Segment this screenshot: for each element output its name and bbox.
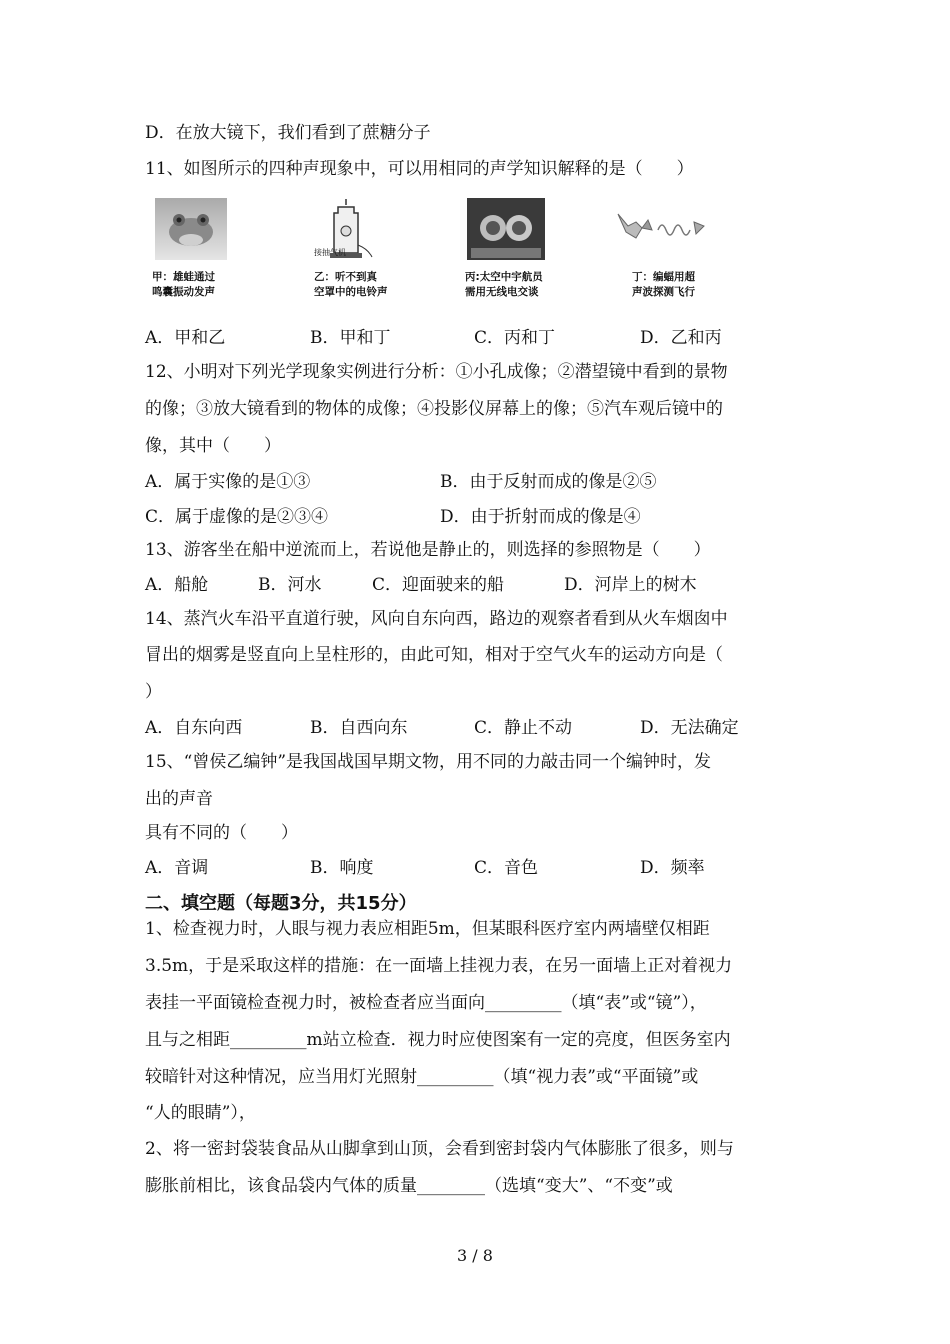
figure-bat-caption: 丁：编蝠用超 声波探测飞行 — [632, 271, 695, 298]
figure-astronauts — [467, 198, 597, 260]
q14-option-b: B．自西向东 — [310, 718, 408, 738]
fill-1-line6: “人的眼睛”）， — [145, 1103, 256, 1123]
q12-option-d: D．由于折射而成的像是④ — [440, 507, 641, 527]
fill-1-line5: 较暗针对这种情况，应当用灯光照射_________（填“视力表”或“平面镜”或 — [145, 1067, 699, 1087]
figure-bell-jar-caption: 乙：听不到真 空罩中的电铃声 — [314, 271, 388, 298]
fill-1-line2: 3.5m，于是采取这样的措施：在一面墙上挂视力表，在另一面墙上正对着视力 — [145, 956, 733, 976]
q15-option-d: D．频率 — [640, 858, 705, 878]
q12-option-c: C．属于虚像的是②③④ — [145, 507, 329, 527]
section-2-heading: 二、填空题（每题3分，共15分） — [145, 893, 417, 914]
q15-option-b: B．响度 — [310, 858, 374, 878]
question-15-line3: 具有不同的（ ） — [145, 823, 298, 843]
q11-option-b: B．甲和丁 — [310, 328, 391, 348]
q14-option-d: D．无法确定 — [640, 718, 739, 738]
figure-frog-caption: 甲：雄蛙通过 鸣囊振动发声 — [152, 271, 215, 298]
q11-option-c: C．丙和丁 — [474, 328, 556, 348]
question-15-line1: 15、“曾侯乙编钟”是我国战国早期文物，用不同的力敲击同一个编钟时，发 — [145, 752, 712, 772]
q13-option-d: D．河岸上的树木 — [564, 575, 697, 595]
q12-option-b: B．由于反射而成的像是②⑤ — [440, 472, 657, 492]
q10-option-d: D．在放大镜下，我们看到了蔗糖分子 — [145, 123, 431, 143]
question-15-line2: 出的声音 — [145, 789, 213, 809]
q11-option-d: D．乙和丙 — [640, 328, 722, 348]
figure-frog — [155, 198, 285, 260]
question-11: 11、如图所示的四种声现象中，可以用相同的声学知识解释的是（ ） — [145, 159, 694, 179]
fill-1-line3: 表挂一平面镜检查视力时，被检查者应当面向_________（填“表”或“镜”）， — [145, 993, 707, 1013]
fill-2-line2: 膨胀前相比，该食品袋内气体的质量________（选填“变大”、“不变”或 — [145, 1176, 673, 1196]
question-12-line1: 12、小明对下列光学现象实例进行分析：①小孔成像；②潜望镜中看到的景物 — [145, 362, 728, 382]
question-12-line2: 的像；③放大镜看到的物体的成像；④投影仪屏幕上的像；⑤汽车观后镜中的 — [145, 399, 723, 419]
q13-option-a: A．船舱 — [145, 575, 209, 595]
page-number: 3 / 8 — [457, 1246, 493, 1265]
fill-1-line1: 1、检查视力时，人眼与视力表应相距5m，但某眼科医疗室内两墙壁仅相距 — [145, 919, 710, 939]
q12-option-a: A．属于实像的是①③ — [145, 472, 311, 492]
question-13: 13、游客坐在船中逆流而上，若说他是静止的，则选择的参照物是（ ） — [145, 540, 711, 560]
fill-2-line1: 2、将一密封袋装食品从山脚拿到山顶，会看到密封袋内气体膨胀了很多，则与 — [145, 1139, 734, 1159]
question-14-line3: ） — [145, 682, 162, 702]
q13-option-c: C．迎面驶来的船 — [372, 575, 505, 595]
fill-1-line4: 且与之相距_________m站立检查．视力时应使图案有一定的亮度，但医务室内 — [145, 1030, 731, 1050]
q11-option-a: A．甲和乙 — [145, 328, 226, 348]
question-14-line2: 冒出的烟雾是竖直向上呈柱形的，由此可知，相对于空气火车的运动方向是（ — [145, 645, 723, 665]
question-12-line3: 像，其中（ ） — [145, 436, 281, 456]
figure-astronauts-caption: 丙:太空中宇航员 需用无线电交谈 — [465, 271, 543, 298]
q14-option-c: C．静止不动 — [474, 718, 573, 738]
q15-option-a: A．音调 — [145, 858, 209, 878]
figure-bat — [614, 206, 744, 254]
q14-option-a: A．自东向西 — [145, 718, 243, 738]
q15-option-c: C．音色 — [474, 858, 539, 878]
q13-option-b: B．河水 — [258, 575, 322, 595]
figure-bell-jar-label: 接抽气机 — [314, 248, 346, 257]
question-14-line1: 14、蒸汽火车沿平直道行驶，风向自东向西，路边的观察者看到从火车烟囱中 — [145, 609, 728, 629]
